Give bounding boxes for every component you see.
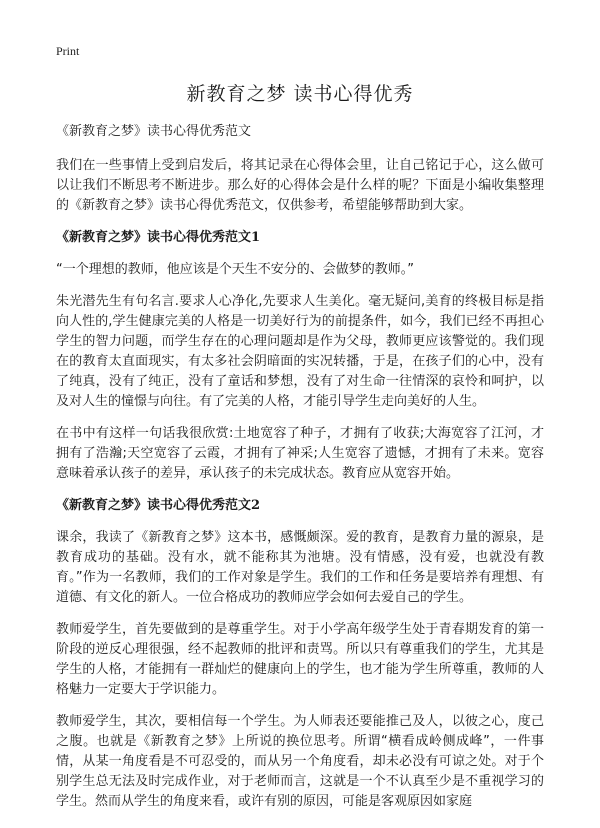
paragraph: 课余，我读了《新教育之梦》这本书，感慨颇深。爱的教育，是教育力量的源泉，是教育成功的基础。没有水，就不能称其为池塘。没有情感，没有爱，也就没有教育。”作为一名教师，我们的工作对象是学生。我们的工作和任务是要培养有理想、有道德、有文化的新人。一位合格成功的教师应学会如何去爱自己的学生。	[56, 530, 544, 605]
document-content	[56, 82, 544, 824]
page-title: 新教育之梦 读书心得优秀	[186, 83, 414, 105]
section-heading-2: 《新教育之梦》读书心得优秀范文2	[56, 498, 261, 513]
paragraph: 朱光潜先生有句名言.要求人心净化,先要求人生美化。毫无疑问,美育的终极目标是指向人性的,学生健康完美的人格是一切美好行为的前提条件，如今，我们已经不再担心学生的智力问题，而学生存在的心理问题却是作为父母，教师更应该警觉的。我们现在的教育太直面现实，有太多社会阴暗面的实况转播，于是，在孩子们的心中，没有了纯真，没有了纯正，没有了童话和梦想，没有了对生命一往情深的哀怜和呵护，以及对人生的憧憬与向往。有了完美的人格，才能引导学生走向美好的人生。	[56, 294, 544, 409]
paragraph: 在书中有这样一句话我很欣赏:土地宽容了种子，才拥有了收获;大海宽容了江河，才拥有了浩瀚;天空宽容了云霞，才拥有了神采;人生宽容了遗憾，才拥有了未来。宽容意味着承认孩子的差异，承认孩子的未完成状态。教育应从宽容开始。	[56, 426, 544, 481]
document-subtitle: 《新教育之梦》读书心得优秀范文	[56, 124, 252, 139]
paragraph: “一个理想的教师，他应该是个天生不安分的、会做梦的教师。”	[56, 262, 414, 277]
intro-paragraph: 我们在一些事情上受到启发后，将其记录在心得体会里，让自己铭记于心，这么做可以让我们不断思考不断进步。那么好的心得体会是什么样的呢？下面是小编收集整理的《新教育之梦》读书心得优秀范文，仅供参考，希望能够帮助到大家。	[56, 158, 544, 213]
section-heading-1: 《新教育之梦》读书心得优秀范文1	[56, 230, 261, 245]
paragraph: 教师爱学生，首先要做到的是尊重学生。对于小学高年级学生处于青春期发育的第一阶段的逆反心理很强，经不起教师的批评和责骂。所以只有尊重我们的学生，尤其是学生的人格，才能拥有一群灿烂的健康向上的学生，也才能为学生所尊重，教师的人格魅力一定要大于学识能力。	[56, 622, 544, 697]
paragraph: 教师爱学生，其次，要相信每一个学生。为人师表还要能推己及人，以彼之心，度己之腹。也就是《新教育之梦》上所说的换位思考。所谓“横看成岭侧成峰”，一件事情，从某一角度看是不可忍受的，而从另一个角度看，却未必没有可谅之处。对于个别学生总无法及时完成作业，对于老师而言，这就是一个不认真至少是不重视学习的学生。然而从学生的角度来看，或许有别的原因，可能是客观原因如家庭	[56, 714, 544, 809]
print-link[interactable]: Print	[56, 44, 80, 58]
